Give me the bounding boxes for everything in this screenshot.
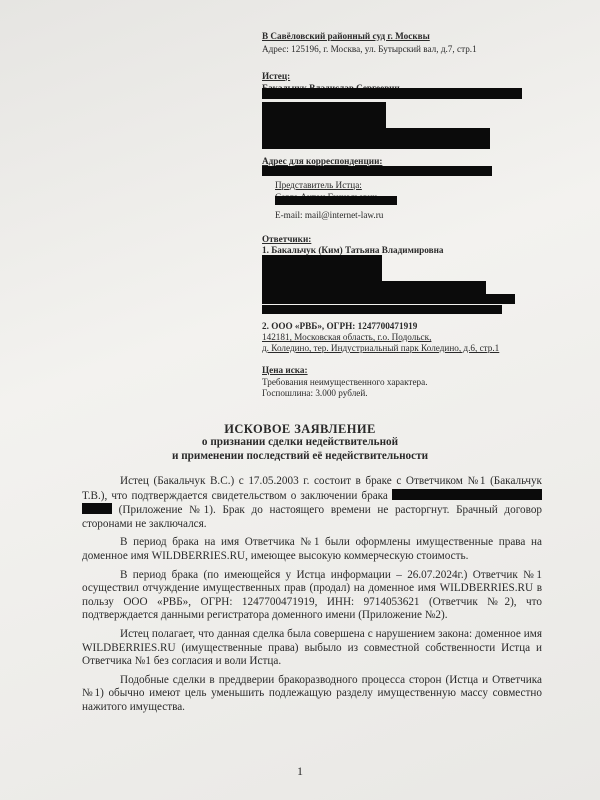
document-body <box>82 475 542 715</box>
defendant-2-address-2: д. Коледино, тер. Индустриальный парк Коледино, д.6, стр.1 <box>262 343 500 353</box>
redaction-bar <box>262 88 522 99</box>
plaintiff-label: Истец: <box>262 71 291 81</box>
document-subtitle-1: о признании сделки недействительной <box>201 436 399 448</box>
defendant-2: 2. ООО «РВБ», ОГРН: 1247700471919 <box>262 321 418 331</box>
correspondence-label: Адрес для корреспонденции: <box>262 156 383 166</box>
redaction-bar <box>262 255 382 281</box>
redaction-bar <box>262 294 515 304</box>
redaction-bar <box>82 503 112 514</box>
document-subtitle-2: и применении последствий её недействительности <box>171 450 429 462</box>
redaction-bar <box>262 102 386 128</box>
claim-price-line-1: Требования неимущественного характера. <box>262 377 428 387</box>
paragraph-1-text-a: Истец (Бакальчук В.С.) с 17.05.2003 г. состоит в браке с Ответчиком №1 (Бакальчук Т.В.), что подтверждается свидетельством о заключении брака <box>82 475 542 502</box>
redaction-bar <box>392 489 542 500</box>
claim-price-label: Цена иска: <box>262 365 308 375</box>
defendant-1: 1. Бакальчук (Ким) Татьяна Владимировна <box>262 245 444 255</box>
paragraph-4: Истец полагает, что данная сделка была совершена с нарушением закона: доменное имя WILDBERRIES.RU (имущественные права) выбыло из совместной собственности Истца и Ответчика №1 без согласия и воли Истца. <box>82 627 542 668</box>
defendant-2-address-1: 142181, Московская область, г.о. Подольск, <box>262 332 432 342</box>
paragraph-5: Подобные сделки в преддверии бракоразводного процесса сторон (Истца и Ответчика №1) обычно имеют цель уменьшить подлежащую разделу имущественную массу совместно нажитого имущества. <box>82 673 542 713</box>
document-title: ИСКОВОЕ ЗАЯВЛЕНИЕ <box>224 422 376 436</box>
redaction-bar <box>262 128 490 149</box>
paragraph-1-text-b: (Приложение №1). Брак до настоящего времени не расторгнут. Брачный договор сторонами не заключался. <box>82 504 543 530</box>
page-number: 1 <box>297 764 303 778</box>
redaction-bar <box>262 166 492 176</box>
representative-label: Представитель Истца: <box>275 180 362 190</box>
representative-email: E-mail: mail@internet-law.ru <box>275 210 384 220</box>
court-address: Адрес: 125196, г. Москва, ул. Бутырский вал, д.7, стр.1 <box>262 44 477 54</box>
redaction-bar <box>275 196 397 205</box>
paragraph-1 <box>82 475 542 531</box>
court-name: В Савёловский районный суд г. Москвы <box>262 31 430 41</box>
redaction-bar <box>262 281 486 294</box>
defendants-label: Ответчики: <box>262 234 312 244</box>
claim-price-line-2: Госпошлина: 3.000 рублей. <box>262 388 368 398</box>
redaction-bar <box>262 305 502 314</box>
paragraph-2: В период брака на имя Ответчика №1 были оформлены имущественные права на доменное имя WILDBERRIES.RU, имеющее высокую коммерческую стоимость. <box>82 536 542 562</box>
paragraph-3: В период брака (по имеющейся у Истца информации – 26.07.2024г.) Ответчик №1 осуществил отчуждение имущественных прав (продал) на доменное имя WILDBERRIES.RU в пользу ООО «РВБ», ОГРН: 1247700471919, ИНН: 9714053621 (Ответчик №2), что подтверждается данными регистратора доменного имени (Приложение №2). <box>82 568 542 622</box>
